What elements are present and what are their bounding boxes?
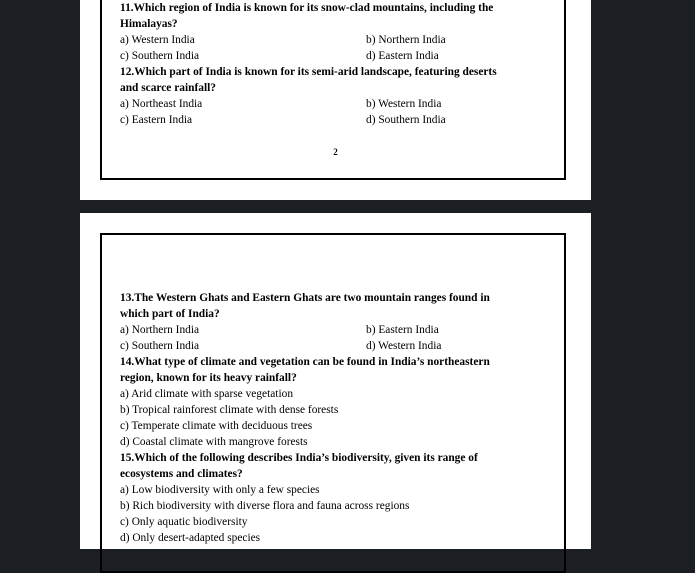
option-a: a) Arid climate with sparse vegetation (120, 388, 294, 400)
option-c: c) Eastern India (120, 114, 193, 126)
page-content (120, 290, 528, 546)
document-page-3 (80, 213, 591, 549)
option-c: c) Southern India (120, 340, 200, 352)
question-14: 14.What type of climate and vegetation can be found in India’s northeastern region, known for its heavy rainfall? (120, 356, 490, 384)
option-a: a) Low biodiversity with only a few species (120, 484, 320, 496)
options-row (120, 96, 528, 112)
option-d: d) Coastal climate with mangrove forests (120, 436, 308, 448)
option-b: b) Western India (366, 98, 442, 110)
option-d: d) Southern India (366, 114, 446, 126)
option-c: c) Temperate climate with deciduous trees (120, 420, 313, 432)
option-b: b) Rich biodiversity with diverse flora and fauna across regions (120, 500, 410, 512)
document-page-2 (80, 0, 591, 200)
option-a: a) Western India (120, 34, 195, 46)
option-c: c) Southern India (120, 50, 200, 62)
question-12: 12.Which part of India is known for its semi-arid landscape, featuring deserts and scarce rainfall? (120, 66, 497, 94)
option-a: a) Northern India (120, 324, 200, 336)
option-b: b) Eastern India (366, 324, 439, 336)
question-15: 15.Which of the following describes India’s biodiversity, given its range of ecosystems and climates? (120, 452, 478, 480)
option-d: d) Only desert-adapted species (120, 532, 261, 544)
question-11: 11.Which region of India is known for its snow-clad mountains, including the Himalayas? (120, 2, 494, 30)
option-d: d) Western India (366, 340, 442, 352)
option-c: c) Only aquatic biodiversity (120, 516, 248, 528)
options-row (120, 322, 528, 338)
page-content (120, 0, 528, 128)
option-a: a) Northeast India (120, 98, 203, 110)
option-d: d) Eastern India (366, 50, 439, 62)
options-row (120, 48, 528, 64)
question-13: 13.The Western Ghats and Eastern Ghats are two mountain ranges found in which part of India? (120, 292, 490, 320)
options-row (120, 112, 528, 128)
options-row (120, 338, 528, 354)
page-number: 2 (333, 147, 338, 157)
option-b: b) Northern India (366, 34, 446, 46)
option-b: b) Tropical rainforest climate with dense forests (120, 404, 339, 416)
options-row (120, 32, 528, 48)
